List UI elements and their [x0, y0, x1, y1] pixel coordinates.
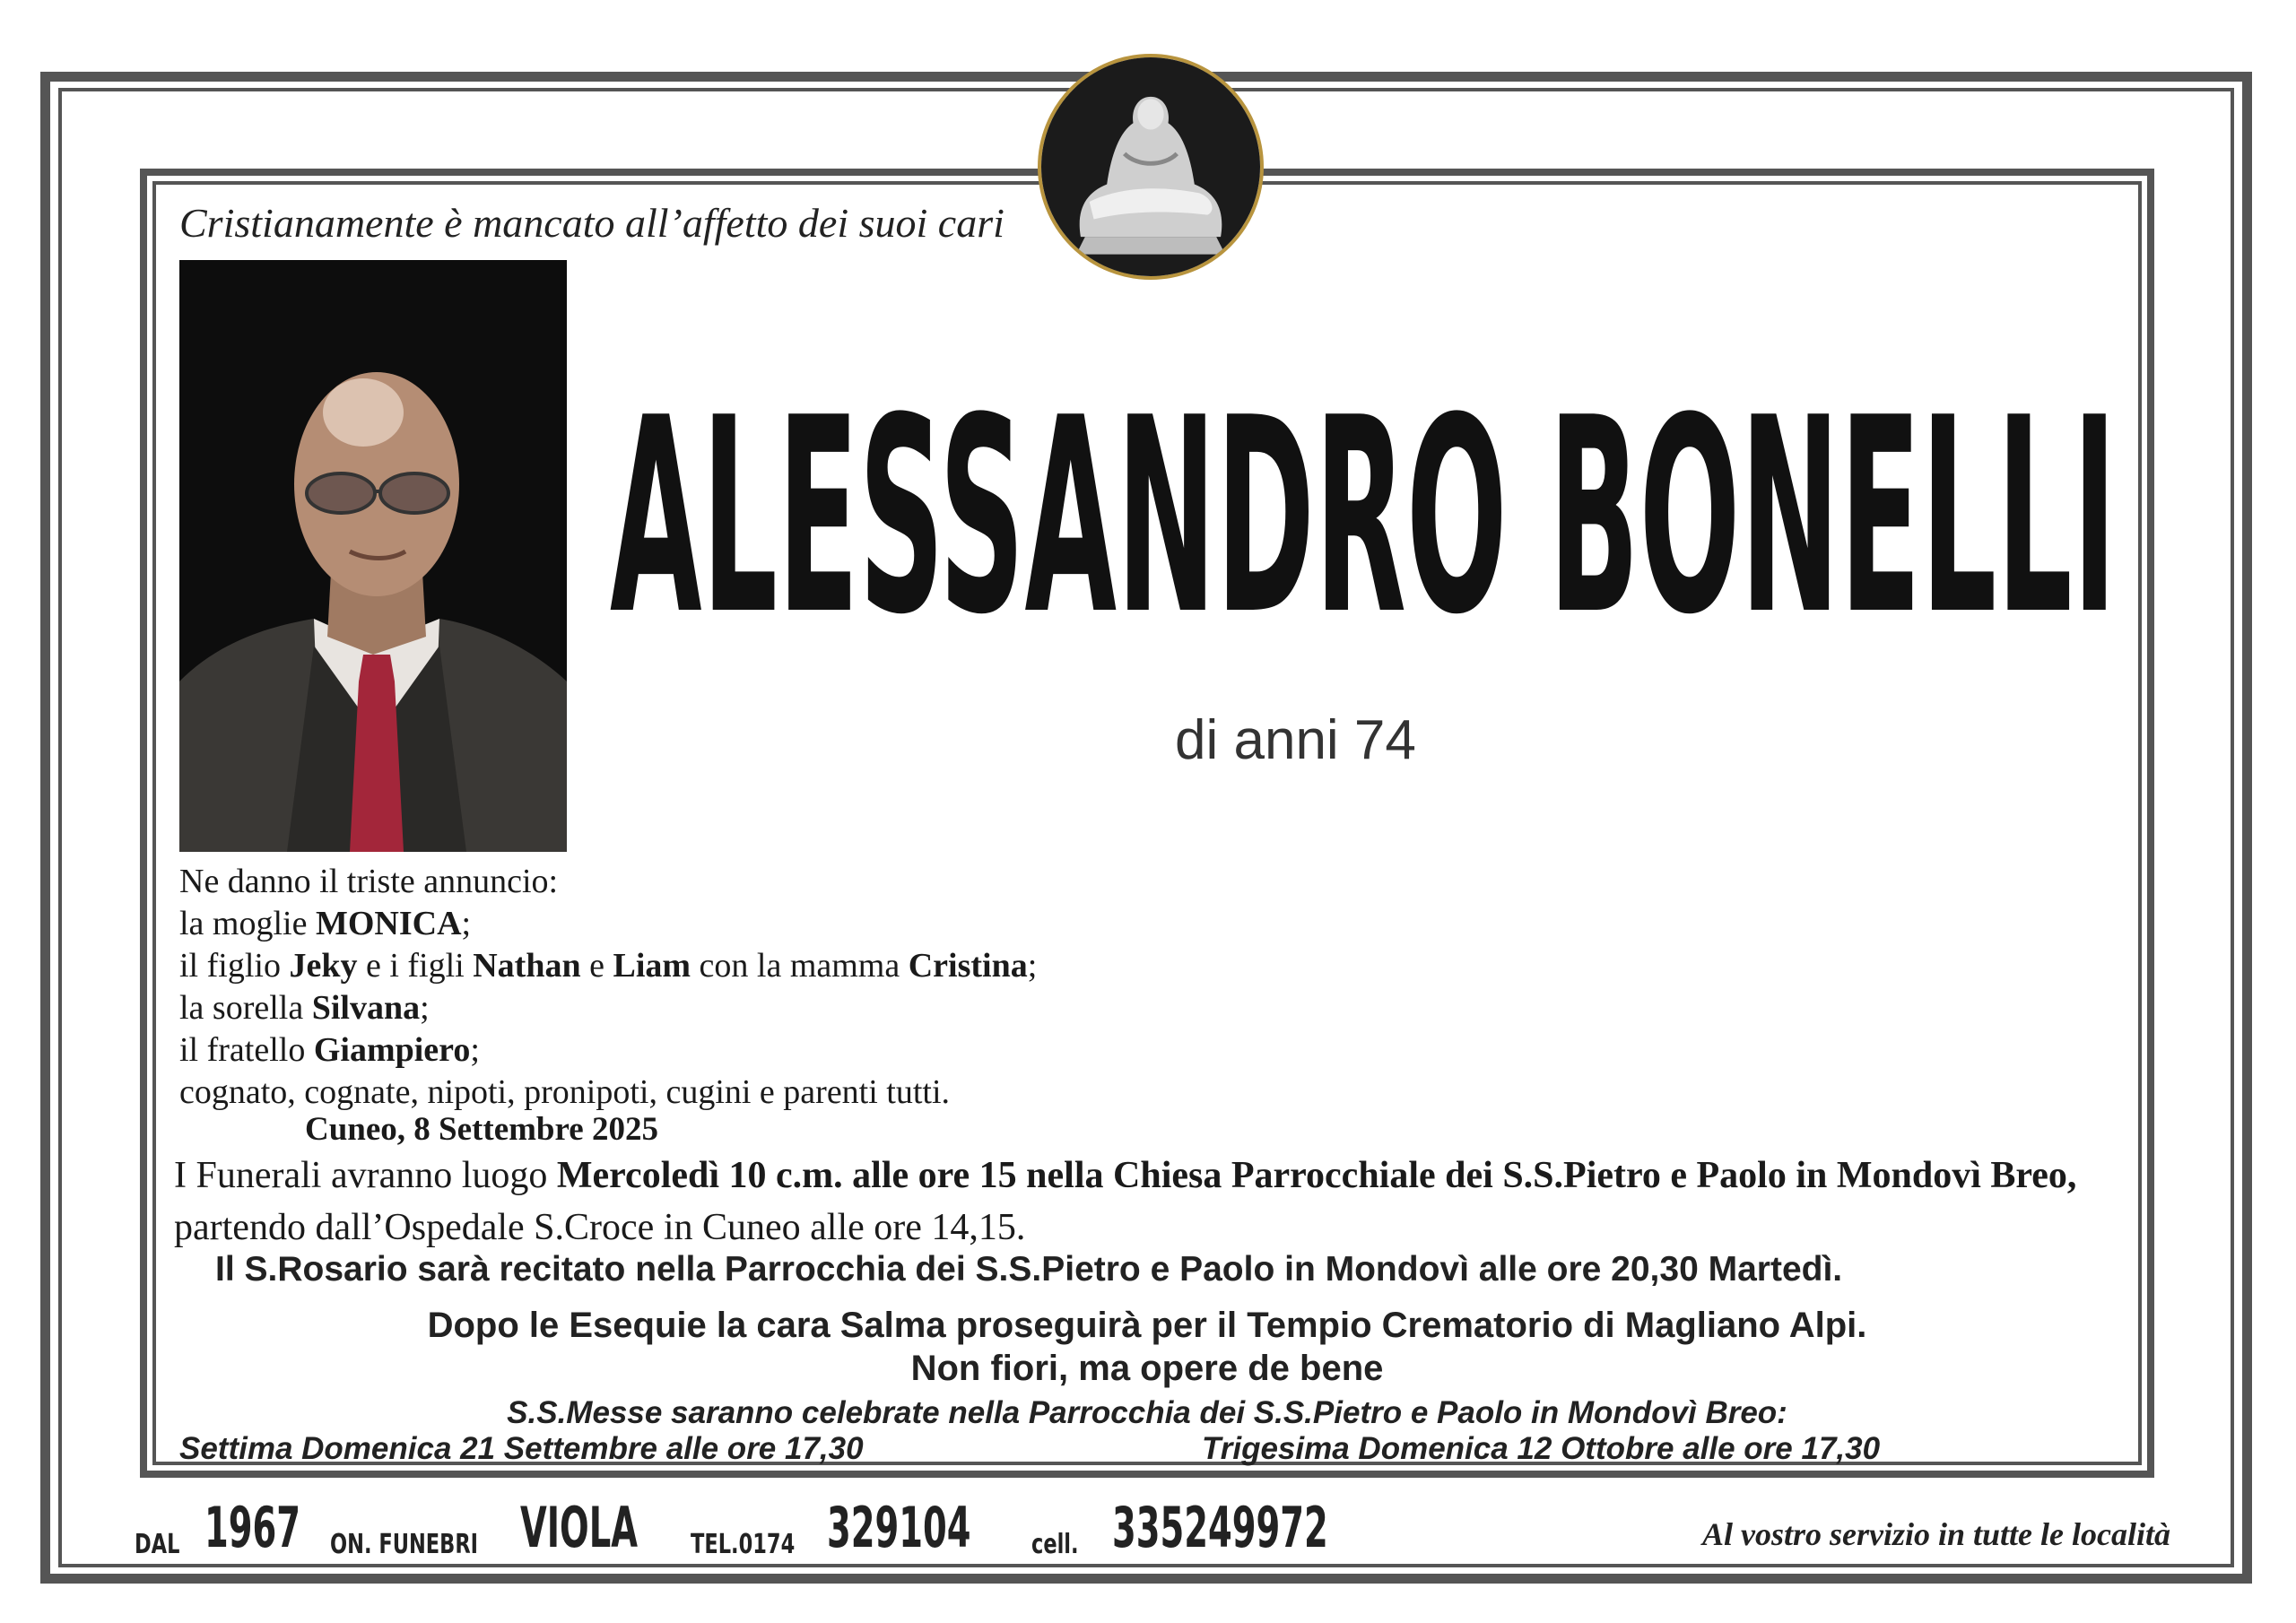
footer-service-tagline: Al vostro servizio in tutte le località	[1702, 1516, 2170, 1552]
announcement-wife: la moglie MONICA;	[179, 905, 472, 942]
footer-year: 1967	[204, 1495, 300, 1560]
age-text: di anni 74	[1175, 709, 1416, 771]
funeral-line-2: partendo dall’Ospedale S.Croce in Cuneo alle ore 14,15.	[174, 1207, 1026, 1248]
intro-text: Cristianamente è mancato all’affetto dei suoi cari	[179, 200, 1004, 246]
masses-intro: S.S.Messe saranno celebrate nella Parrocchia dei S.S.Pietro e Paolo in Mondovì Breo:	[507, 1395, 1787, 1430]
footer-on-funebri: ON. FUNEBRI	[330, 1529, 479, 1560]
announcement-others: cognato, cognate, nipoti, pronipoti, cugini e parenti tutti.	[179, 1073, 951, 1111]
pieta-medallion-icon	[1038, 54, 1264, 280]
footer-cell-label: cell.	[1031, 1529, 1079, 1560]
footer-cell: 335249972	[1112, 1495, 1328, 1560]
footer-company: VIOLA	[520, 1495, 638, 1560]
announcement-sister: la sorella Silvana;	[179, 989, 430, 1027]
family-announcement	[179, 861, 1037, 1114]
footer-tel: 329104	[827, 1495, 971, 1560]
funeral-info	[174, 1150, 2076, 1254]
announcement-opening: Ne danno il triste annuncio:	[179, 863, 559, 900]
trigesima-mass: Trigesima Domenica 12 Ottobre alle ore 17,30	[1202, 1431, 1881, 1466]
funeral-line-1: I Funerali avranno luogo Mercoledì 10 c.m. alle ore 15 nella Chiesa Parrocchiale dei S.S.Pietro e Paolo in Mondovì Breo,	[174, 1155, 2077, 1196]
footer-dal: DAL	[135, 1529, 180, 1560]
flowers-note: Non fiori, ma opere de bene	[910, 1349, 1384, 1388]
announcement-brother: il fratello Giampiero;	[179, 1031, 480, 1069]
footer-tel-label: TEL.0174	[691, 1529, 796, 1560]
settima-mass: Settima Domenica 21 Settembre alle ore 17,30	[179, 1431, 864, 1466]
announcement-children: il figlio Jeky e i figli Nathan e Liam con la mamma Cristina;	[179, 947, 1038, 985]
dateline: Cuneo, 8 Settembre 2025	[305, 1111, 658, 1148]
portrait-photo	[179, 260, 567, 852]
deceased-name	[610, 386, 2117, 664]
cremation-info: Dopo le Esequie la cara Salma proseguirà per il Tempio Crematorio di Magliano Alpi.	[427, 1306, 1867, 1345]
rosary-info: Il S.Rosario sarà recitato nella Parrocchia dei S.S.Pietro e Paolo in Mondovì alle ore 20,30 Martedì.	[215, 1250, 1843, 1289]
deceased-name-text: ALESSANDRO BONELLI	[610, 386, 2117, 664]
